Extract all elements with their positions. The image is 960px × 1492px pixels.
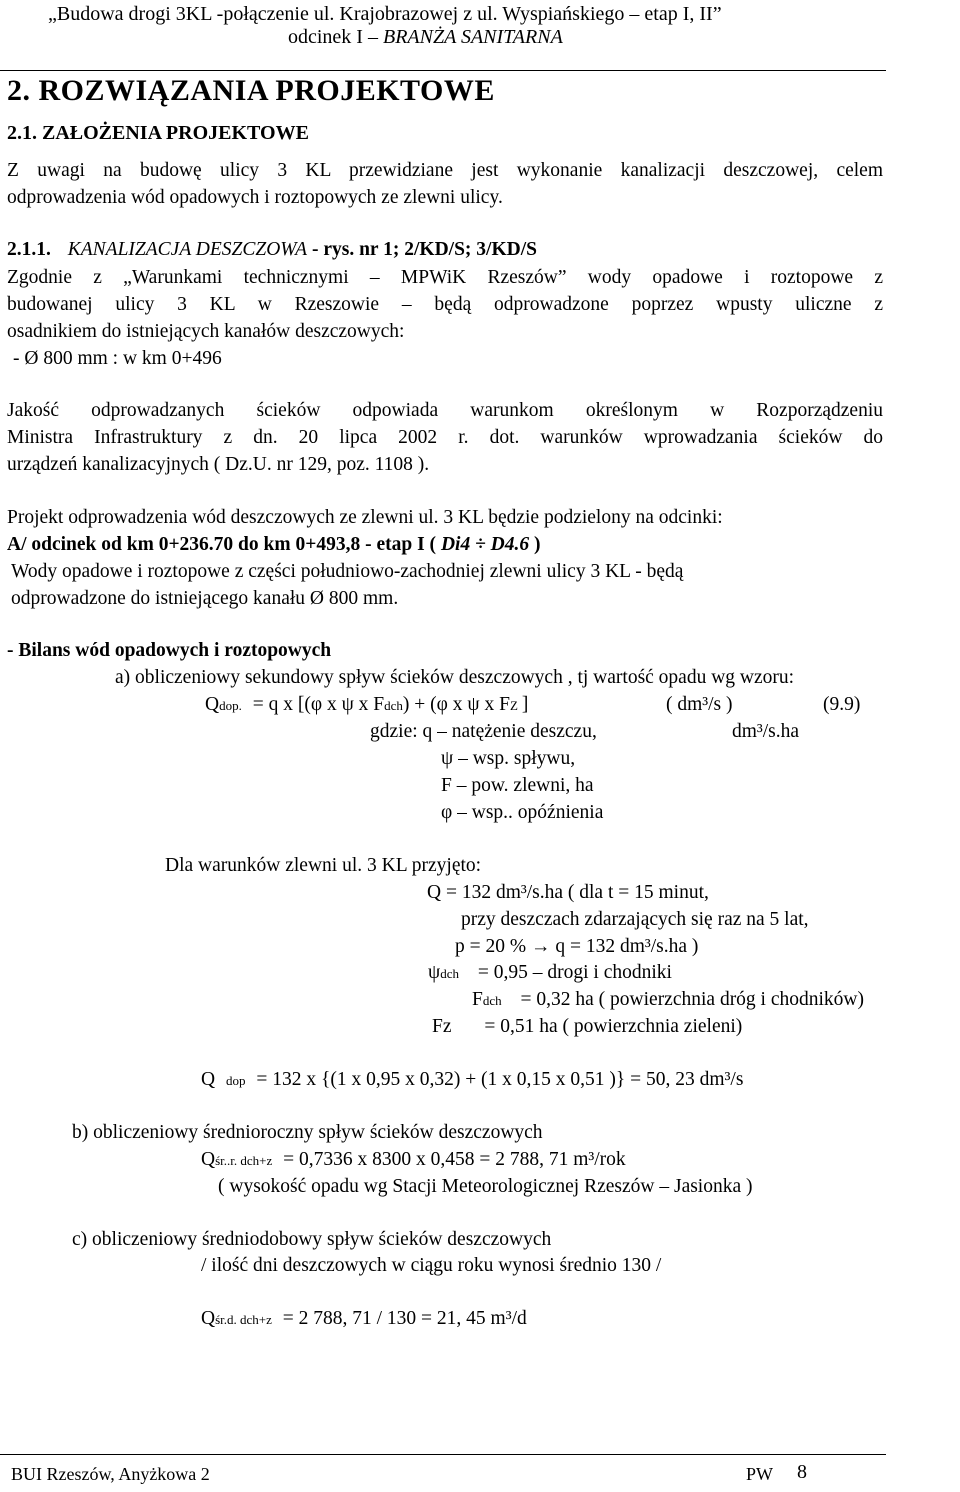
phi-definition: φ – wsp.. opóźnienia: [441, 802, 604, 823]
psi-dch-value: = 0,95 – drogi i chodniki: [477, 962, 672, 983]
psi-dch-line: [428, 963, 672, 983]
c-q-symbol: Q: [201, 1308, 216, 1329]
kanalizacja-para-line-3: osadnikiem do istniejących kanałów deszczowych:: [7, 321, 405, 342]
f-dch-subscript: dch: [482, 993, 502, 1008]
drawing-ref-prefix: - rys. nr: [307, 239, 384, 260]
footer-page-number: 8: [797, 1461, 807, 1483]
projekt-line-1: Projekt odprowadzenia wód deszczowych ze zlewni ul. 3 KL będzie podzielony na odcinki:: [7, 507, 723, 528]
projekt-line-3: Wody opadowe i roztopowe z części południowo-zachodniej zlewni ulicy 3 KL - będą: [11, 561, 684, 582]
etap-range: Di4 ÷ D4.6: [440, 534, 530, 555]
qdop-symbol: Q: [201, 1069, 216, 1090]
p-assumption: p = 20 % → q = 132 dm³/s.ha ): [455, 936, 699, 957]
formula-mid: ) + (φ x ψ x F: [402, 694, 510, 715]
jakosc-line-2: Ministra Infrastruktury z dn. 20 lipca 2002 r. dot. warunków wprowadzania ścieków do: [7, 427, 883, 448]
b-q-symbol: Q: [201, 1149, 216, 1170]
psi-dch-subscript: dch: [440, 966, 459, 981]
etap-description: A/ odcinek od km 0+236.70 do km 0+493,8 - etap I (: [7, 534, 441, 555]
jakosc-line-3: urządzeń kanalizacyjnych ( Dz.U. nr 129, poz. 1108 ).: [7, 454, 430, 475]
header-branch-label: BRANŻA SANITARNA: [382, 26, 563, 48]
gdzie-line: gdzie: q – natężenie deszczu,: [370, 721, 597, 742]
b-title: b) obliczeniowy średnioroczny spływ ścieków deszczowych: [72, 1122, 543, 1143]
b-q-subscript: śr..r. dch+z: [215, 1153, 273, 1168]
formula-unit: ( dm³/s ): [666, 694, 733, 715]
qdop-value: = 132 x {(1 x 0,95 x 0,32) + (1 x 0,15 x 0,51 )} = 50, 23 dm³/s: [256, 1069, 744, 1090]
footer-company: BUI Rzeszów, Anyżkowa 2: [11, 1464, 210, 1484]
kanalizacja-para-line-2: budowanej ulicy 3 KL w Rzeszowie – będą odprowadzone poprzez wpusty uliczne z: [7, 294, 883, 315]
przy-deszczach: przy deszczach zdarzających się raz na 5 lat,: [461, 909, 809, 930]
kanalizacja-number: 2.1.1.: [7, 239, 51, 260]
fz-value: = 0,51 ha ( powierzchnia zieleni): [484, 1016, 743, 1037]
q-assumption: Q = 132 dm³/s.ha ( dla t = 15 minut,: [427, 882, 709, 903]
fz-symbol: Fz: [432, 1016, 452, 1037]
c-note: / ilość dni deszczowych w ciągu roku wynosi średnio 130 /: [201, 1255, 662, 1276]
header-section-label: odcinek I –: [288, 26, 383, 48]
drawing-ref-numbers: 1; 2/KD/S; 3/KD/S: [383, 239, 537, 260]
intro-line-2: odprowadzenia wód opadowych i roztopowych ze zlewni ulicy.: [7, 187, 503, 208]
psi-dch-symbol: ψ: [428, 962, 441, 983]
projekt-line-4: odprowadzone do istniejącego kanału Ø 800 mm.: [11, 588, 399, 609]
formula-q-subscript: dop.: [219, 698, 242, 713]
header-divider: [0, 70, 886, 71]
etap-close: ): [529, 534, 541, 555]
footer-divider: [0, 1454, 886, 1455]
c-q-line: [201, 1309, 527, 1329]
section-title: 2. ROZWIĄZANIA PROJEKTOWE: [7, 74, 495, 107]
dla-warunkow: Dla warunków zlewni ul. 3 KL przyjęto:: [165, 855, 482, 876]
document-header-line1: „Budowa drogi 3KL -połączenie ul. Krajobrazowej z ul. Wyspiańskiego – etap I, II”: [48, 3, 722, 25]
f-dch-symbol: F: [472, 989, 483, 1010]
formula-end: ]: [521, 694, 529, 715]
formula-qdop: [205, 695, 528, 715]
qdop-subscript: dop: [225, 1073, 246, 1088]
gdzie-unit: dm³/s.ha: [732, 721, 800, 742]
formula-body: = q x [(φ x ψ x F: [252, 694, 385, 715]
kanalizacja-heading: [7, 240, 537, 260]
footer-pw-label: PW: [746, 1464, 773, 1484]
subsection-title: 2.1. ZAŁOŻENIA PROJEKTOWE: [7, 122, 309, 144]
qdop-result: [201, 1070, 743, 1090]
formula-number: (9.9): [823, 694, 861, 715]
formula-z-subscript: Z: [509, 698, 518, 713]
fz-line: [432, 1017, 742, 1037]
kanalizacja-para-line-1: Zgodnie z „Warunkami technicznymi – MPWiK Rzeszów” wody opadowe i roztopowe z: [7, 267, 883, 288]
f-dch-line: [472, 990, 864, 1010]
formula-f-subscript: dch: [384, 698, 403, 713]
jakosc-line-1: Jakość odprowadzanych ścieków odpowiada warunkom określonym w Rozporządzeniu: [7, 400, 883, 421]
b-note: ( wysokość opadu wg Stacji Meteorologicznej Rzeszów – Jasionka ): [218, 1176, 753, 1197]
c-q-subscript: śr.d. dch+z: [215, 1312, 272, 1327]
f-definition: F – pow. zlewni, ha: [441, 775, 594, 796]
b-q-line: [201, 1150, 626, 1170]
projekt-etap-line: [7, 535, 540, 555]
intro-line-1: Z uwagi na budowę ulicy 3 KL przewidziane jest wykonanie kanalizacji deszczowej, celem: [7, 160, 883, 181]
formula-q-symbol: Q: [205, 694, 220, 715]
psi-definition: ψ – wsp. spływu,: [441, 748, 576, 769]
f-dch-value: = 0,32 ha ( powierzchnia dróg i chodników): [520, 989, 865, 1010]
document-header-line2: [288, 27, 563, 47]
c-q-value: = 2 788, 71 / 130 = 21, 45 m³/d: [282, 1308, 527, 1329]
kanalizacja-list-item: - Ø 800 mm : w km 0+496: [13, 348, 222, 369]
c-title: c) obliczeniowy średniodobowy spływ ścieków deszczowych: [72, 1229, 552, 1250]
bilans-title: - Bilans wód opadowych i roztopowych: [7, 640, 332, 661]
b-q-value: = 0,7336 x 8300 x 0,458 = 2 788, 71 m³/rok: [283, 1149, 626, 1170]
bilans-a-text: a) obliczeniowy sekundowy spływ ścieków deszczowych , tj wartość opadu wg wzoru:: [115, 667, 795, 688]
kanalizacja-title: KANALIZACJA DESZCZOWA: [67, 239, 308, 260]
